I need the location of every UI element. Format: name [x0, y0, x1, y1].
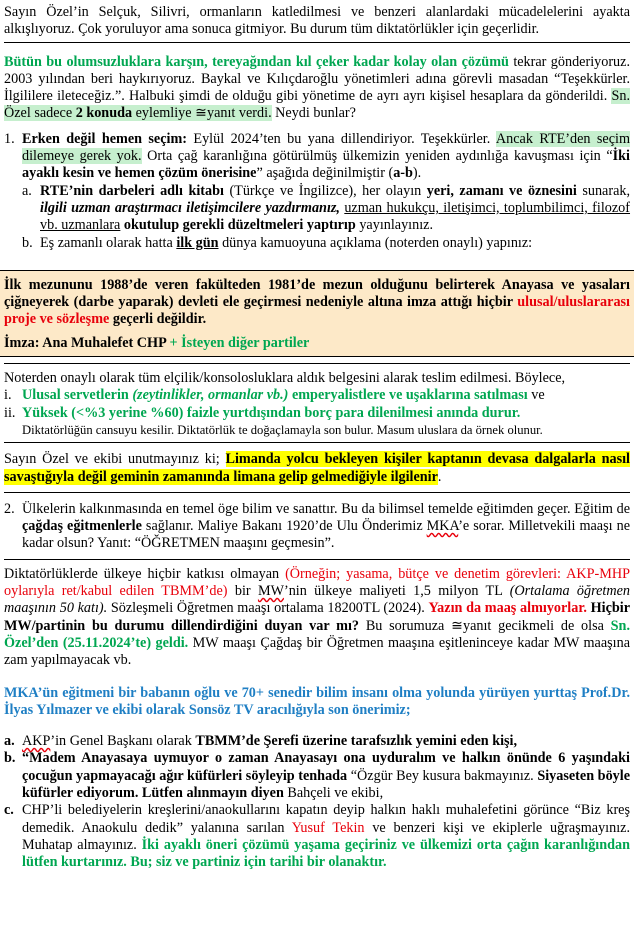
divider-1 — [4, 42, 630, 43]
mp-salary-paragraph: Diktatörlüklerde ülkeye hiçbir katkısı olmayan (Örneğin; yasama, bütçe ve denetim görevleri: AKP-MHP oylarıyla ret/kabul edilen TBMM’de) bir MW’nin ülkeye maliyeti 1,5 milyon TL (Ortalama öğretmen maaşının 50 katı). Sözleşmeli Öğretmen maaşı ortalama 18200TL (2024). Yazın da maaş almıyorlar. Hiçbir MW/partinin bu durumu dillendirdiğini duyan var mı? Bu sorumuza ≅yanıt gecikmeli de olsa Sn. Özel’den (25.11.2024’te) geldi. MW maaşı Çağdaş bir Öğretmen maaşına eşitleninceye kadar MW maaşına zam yapılmayacak vb. — [4, 565, 631, 669]
letter-list — [4, 733, 630, 871]
list-item-early-election: 1. Erken değil hemen seçim: Eylül 2024’ten bu yana dillendiriyor. Teşekkürler. Ancak RTE’den seçim dilemeye gerek yok. Orta çağ karanlığına götürülmüş ülkemizin yeniden aydınlığa kavuşması için “İki ayaklı kesin ve hemen çözüm önerisine” aşağıda değinilmiştir (a-b). — [4, 130, 630, 182]
highlight-two-topics: Sn. Özel sadece 2 konuda eylemliye ≅yanıt verdi. — [4, 88, 630, 122]
harbor-paragraph: Sayın Özel ve ekibi unutmayınız ki; Limanda yolcu bekleyen kişiler kaptanın devasa dalgalarla nasıl savaştığıyla değil geminin zamanında limana gelip gelmediğiyle ilgilenir. — [4, 451, 630, 485]
list-subitem-a: a. RTE’nin darbeleri adlı kitabı (Türkçe ve İngilizce), her olayın yeri, zamanı ve öznesini sunarak, ilgili uzman araştırmacı iletişimcilere yazdırmanız, uzman hukukçu, iletişimci, toplumbilimci, filozof vb. uzmanlara okutulup gerekli düzeltmeleri yaptırıp yayınlayınız. — [22, 182, 631, 234]
notary-paragraph: Noterden onaylı olarak tüm elçilik/konsolosluklara aldık belgesini alarak teslim edilmesi. Böylece, — [4, 370, 566, 387]
divider-2 — [4, 363, 630, 364]
declaration-box — [0, 270, 634, 357]
divider-5 — [4, 559, 630, 560]
declaration-signature: İmza: Ana Muhalefet CHP + İsteyen diğer partiler — [4, 334, 310, 351]
list-item-education: 2. Ülkelerin kalkınmasında en temel öge bilim ve sanattır. Bu da bilimsel temelde eğitimden geçer. Eğitim de çağdaş eğitmenlerle sağlanır. Maliye Bakanı 1920’de Ulu Önderimiz MKA’e sorar. Milletvekili maaşı ne kadar olsun? Yanıt: “ÖĞRETMEN maaşını geçmesin”. — [4, 500, 630, 552]
dictatorship-note: Diktatörlüğün cansuyu kesilir. Diktatörlük te doğaçlamayla son bulur. Masum uluslara da örnek olunur. — [22, 422, 543, 437]
list-subitem-b: b. Eş zamanlı olarak hatta ilk gün dünya kamuoyuna açıklama (noterden onaylı) yapınız: — [22, 234, 533, 251]
intro-paragraph: Sayın Özel’in Selçuk, Silivri, ormanların katledilmesi ve benzeri alanlardaki mücadelelerini ayakta alkışlıyoruz. Çok yoruluyor ama sonuca gitmiyor. Bu durum tüm diktatörlükler için geçerlidir. — [4, 4, 630, 38]
letter-item-c: c. CHP’li belediyelerin kreşlerini/anaokullarını kapatın deyip halkın haklı muhalefetini görünce “Biz kreş demedik. Anaokulu dedik” yalanına sarılan Yusuf Tekin ve benzeri kişi ve ekiplerle uğraşmayınız. Muhatap almayınız. İki ayaklı öneri çözümü yaşama geçiriniz ve ülkemizi orta çağın karanlığından lütfen kurtarınız. Bu; siz ve partiniz için tarihi bir olanaktır. — [4, 802, 631, 871]
divider-3 — [4, 442, 630, 443]
roman-item-ii: ii. Yüksek (<%3 yerine %60) faizle yurtdışından borç para dilenilmesi anında durur. — [4, 404, 521, 421]
solution-paragraph: Bütün bu olumsuzluklara karşın, tereyağından kıl çeker kadar kolay olan çözümü tekrar gönderiyoruz. 2003 yılından beri haykırıyoruz. Baykal ve Kılıçdaroğlu yönetimleri adına görevli masadan “Teşekkürler. İlgililere ileteceğiz.”. Halbuki şimdi de olduğu gibi yönetime de ayrı ayrı kişisel hesaplara da gönderildi. Sn. Özel sadece 2 konuda eylemliye ≅yanıt verdi. Neydi bunlar? — [4, 53, 630, 122]
numbered-list-1 — [4, 131, 630, 252]
divider-4 — [4, 492, 630, 493]
declaration-text: İlk mezununu 1988’de veren fakülteden 1981’de mezun olduğunu belirterek Anayasa ve yasaları çiğneyerek (darbe yaparak) devleti ele geçirmesi nedeniyle altına imza attığı hiçbir ulusal/uluslararası proje ve sözleşme geçerli değildir. — [4, 276, 630, 328]
letter-item-a: a. AKP’in Genel Başkanı olarak TBMM’de Şerefi üzerine tarafsızlık yemini eden kişi, — [4, 733, 518, 750]
final-proposal-heading: MKA’ün eğitmeni bir babanın oğlu ve 70+ senedir bilim insanı olma yolunda yürüyen yurttaş Prof.Dr. İlyas Yılmazer ve ekibi olarak Sonsöz TV aracılığıyla son önerimiz; — [4, 684, 630, 718]
letter-item-b: b. “Madem Anayasaya uymuyor o zaman Anayasayı ona uyduralım ve halkın önünde 6 yaşındaki çocuğun yapmayacağı ağır küfürleri söyleyip tenhada “Özgür Bey kusura bakmayınız. Siyaseten böyle küfürler ediyorum. Lütfen alınmayın diyen Bahçeli ve ekibi, — [4, 750, 630, 801]
roman-item-i: i. Ulusal servetlerin (zeytinlikler, ormanlar vb.) emperyalistlere ve uşaklarına satılması ve — [4, 387, 545, 404]
